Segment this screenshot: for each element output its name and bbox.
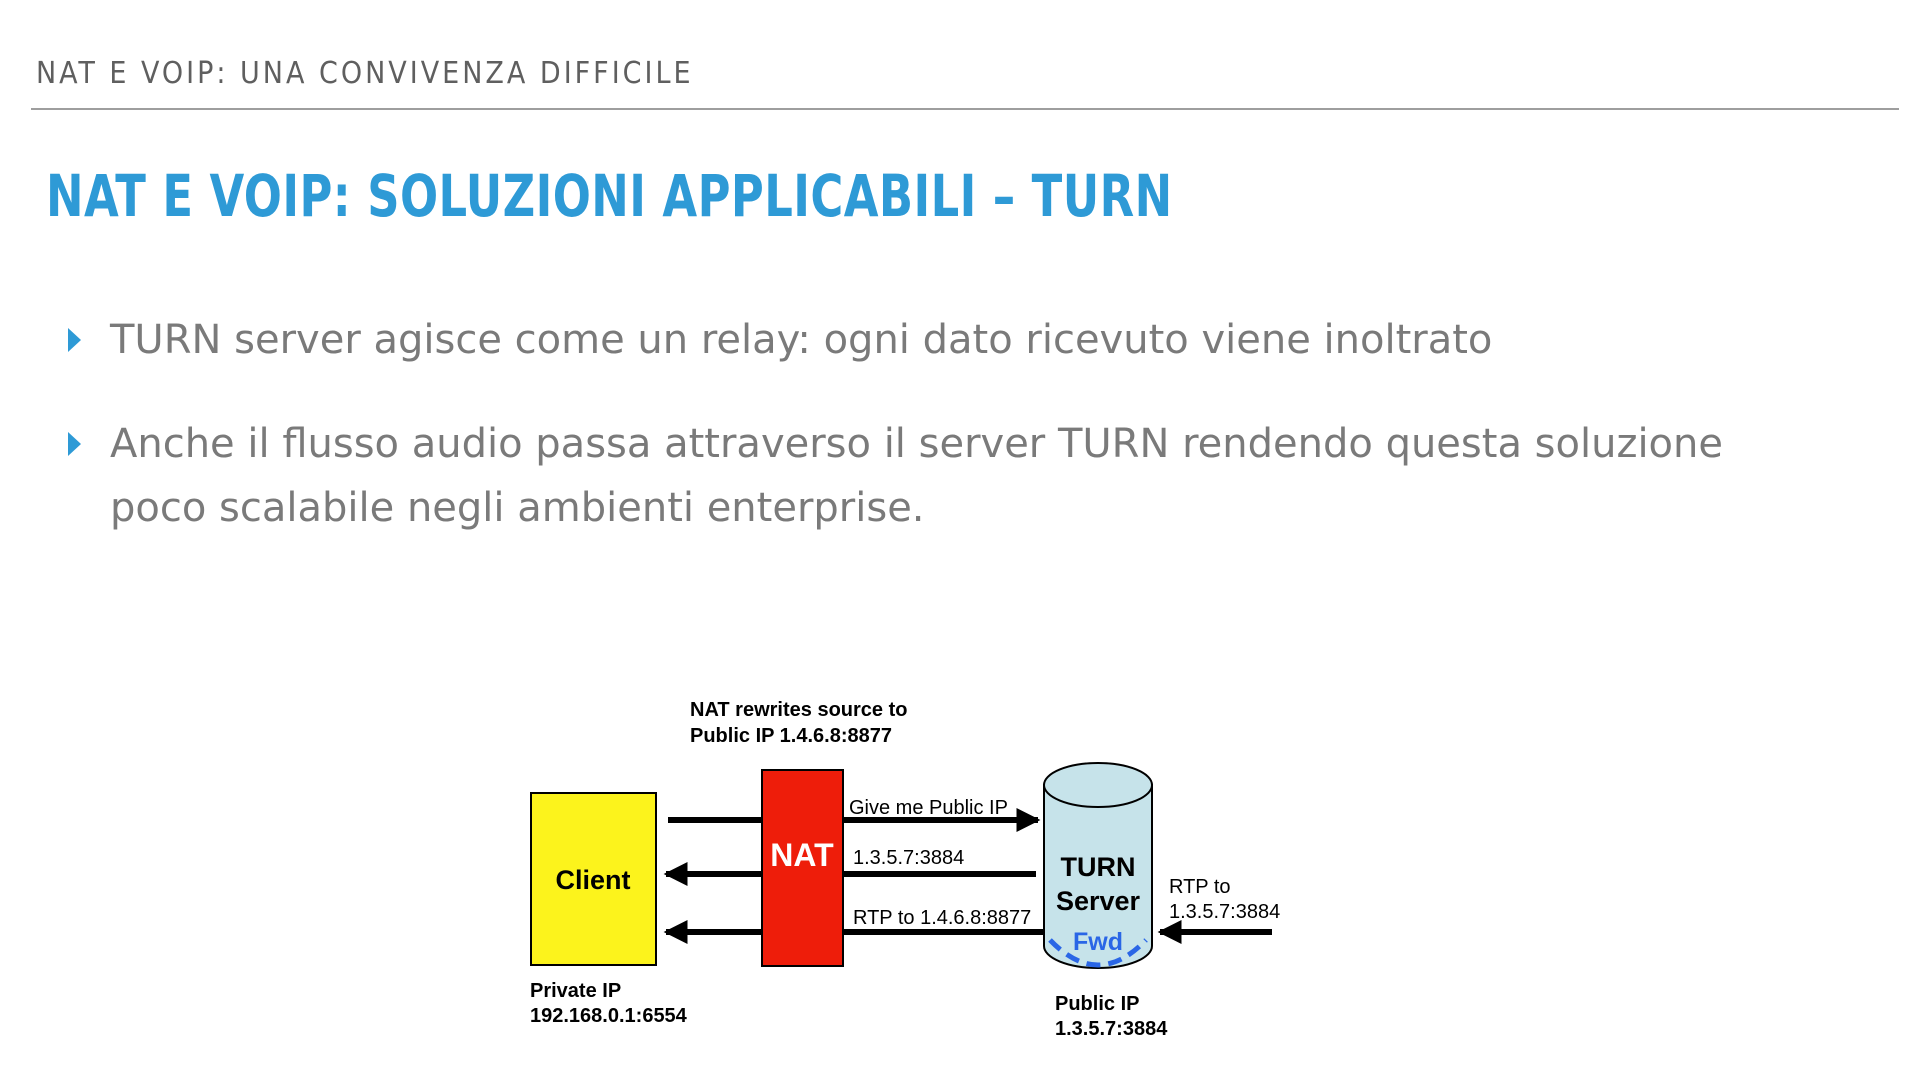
- turn-label-line2: Server: [1055, 886, 1141, 916]
- nat-note-line2: Public IP 1.4.6.8:8877: [690, 725, 892, 747]
- section-header: NAT E VOIP: UNA CONVIVENZA DIFFICILE: [36, 56, 694, 91]
- msg-rtp-to-turn-line2: 1.3.5.7:3884: [1169, 901, 1281, 923]
- msg-give-public-ip: Give me Public IP: [849, 797, 1008, 819]
- nat-label: NAT: [770, 837, 834, 873]
- client-ip-line2: 192.168.0.1:6554: [530, 1005, 687, 1027]
- slide-title: NAT E VOIP: SOLUZIONI APPLICABILI – TURN: [46, 162, 1173, 230]
- nat-note-line1: NAT rewrites source to: [690, 699, 908, 721]
- turn-ip-line1: Public IP: [1055, 993, 1140, 1015]
- fwd-label: Fwd: [1073, 928, 1123, 956]
- msg-rtp-to-nat: RTP to 1.4.6.8:8877: [853, 907, 1032, 929]
- msg-rtp-to-turn-line1: RTP to: [1169, 876, 1231, 898]
- client-ip-line1: Private IP: [530, 980, 622, 1002]
- msg-public-ip-reply: 1.3.5.7:3884: [853, 847, 965, 869]
- bullet-text: TURN server agisce come un relay: ogni dato ricevuto viene inoltrato: [110, 317, 1493, 363]
- bullet-text: Anche il flusso audio passa attraverso il server TURN rendendo questa soluzione poco scalabile negli ambienti enterprise.: [110, 421, 1723, 531]
- client-label: Client: [555, 865, 631, 895]
- turn-ip-line2: 1.3.5.7:3884: [1055, 1018, 1168, 1040]
- turn-label-line1: TURN: [1060, 852, 1136, 882]
